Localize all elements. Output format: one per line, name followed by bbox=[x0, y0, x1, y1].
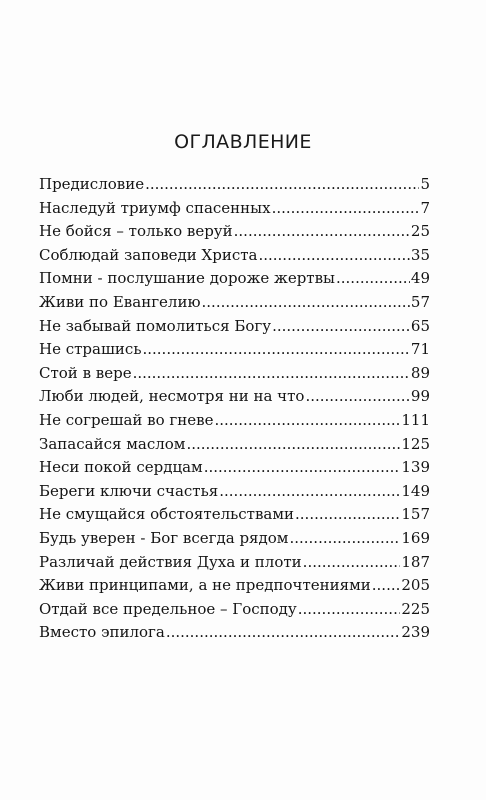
toc-entry bbox=[39, 551, 430, 575]
toc-entry bbox=[39, 220, 430, 244]
toc-entry-page: 239 bbox=[401, 623, 430, 642]
dot-leader bbox=[219, 480, 400, 504]
toc-entry-title: Не смущайся обстоятельствами bbox=[39, 505, 295, 524]
toc-entry bbox=[39, 244, 430, 268]
toc-entry-title: Предисловие bbox=[39, 175, 145, 193]
toc-entry-title: Не забывай помолиться Богу bbox=[39, 316, 272, 335]
toc-entry-page: 5 bbox=[420, 175, 430, 193]
dot-leader bbox=[272, 197, 420, 221]
dot-leader bbox=[133, 362, 410, 386]
toc-entry-title: Запасайся маслом bbox=[39, 434, 186, 453]
toc-entry-title: Вместо эпилога bbox=[39, 623, 165, 642]
toc-entry-page: 125 bbox=[401, 434, 430, 453]
toc-entry bbox=[39, 385, 430, 409]
toc-entry-page: 65 bbox=[410, 316, 430, 335]
toc-entry bbox=[39, 315, 430, 339]
toc-entry-page: 7 bbox=[420, 198, 430, 217]
dot-leader bbox=[202, 291, 410, 315]
toc-entry-page: 49 bbox=[410, 269, 430, 288]
table-of-contents bbox=[39, 173, 430, 645]
toc-entry bbox=[39, 433, 430, 457]
toc-entry-page: 25 bbox=[410, 222, 430, 241]
dot-leader bbox=[214, 409, 400, 433]
toc-entry-title: Неси покой сердцам bbox=[39, 458, 203, 477]
toc-entry-page: 57 bbox=[410, 292, 430, 311]
toc-entry bbox=[39, 173, 430, 197]
toc-entry-title: Различай действия Духа и плоти bbox=[39, 552, 302, 571]
toc-entry bbox=[39, 480, 430, 504]
toc-entry-page: 111 bbox=[401, 410, 430, 429]
dot-leader bbox=[272, 315, 410, 339]
dot-leader bbox=[372, 574, 401, 598]
dot-leader bbox=[336, 267, 410, 291]
toc-entry bbox=[39, 503, 430, 527]
toc-entry bbox=[39, 291, 430, 315]
toc-entry-title: Живи по Евангелию bbox=[39, 292, 201, 311]
dot-leader bbox=[295, 503, 400, 527]
toc-entry-page: 71 bbox=[410, 340, 430, 359]
toc-entry-title: Живи принципами, а не предпочтениями bbox=[39, 576, 371, 595]
toc-entry bbox=[39, 598, 430, 622]
toc-entry bbox=[39, 338, 430, 362]
toc-entry bbox=[39, 362, 430, 386]
toc-entry-page: 139 bbox=[401, 458, 430, 477]
toc-entry-title: Наследуй триумф спасенных bbox=[39, 198, 271, 217]
toc-entry-page: 187 bbox=[401, 552, 430, 571]
toc-entry-title: Люби людей, несмотря ни на что bbox=[39, 387, 305, 406]
toc-entry bbox=[39, 574, 430, 598]
toc-entry-page: 149 bbox=[401, 481, 430, 500]
toc-entry bbox=[39, 527, 430, 551]
toc-entry bbox=[39, 197, 430, 221]
dot-leader bbox=[166, 621, 401, 645]
dot-leader bbox=[186, 433, 400, 457]
toc-entry bbox=[39, 267, 430, 291]
toc-entry-title: Отдай все предельное – Господу bbox=[39, 599, 297, 618]
toc-entry-page: 205 bbox=[401, 576, 430, 595]
toc-entry bbox=[39, 621, 430, 645]
toc-entry-title: Не страшись bbox=[39, 340, 142, 359]
toc-entry-title: Соблюдай заповеди Христа bbox=[39, 245, 258, 264]
toc-entry-title: Не согрешай во гневе bbox=[39, 410, 214, 429]
dot-leader bbox=[234, 220, 410, 244]
dot-leader bbox=[204, 456, 401, 480]
toc-entry-title: Не бойся – только веруй bbox=[39, 222, 233, 241]
dot-leader bbox=[305, 385, 409, 409]
dot-leader bbox=[142, 338, 409, 362]
toc-entry-title: Помни - послушание дороже жертвы bbox=[39, 269, 335, 288]
toc-entry-page: 89 bbox=[410, 363, 430, 382]
dot-leader bbox=[145, 173, 419, 197]
toc-entry-page: 157 bbox=[401, 505, 430, 524]
toc-entry-page: 225 bbox=[401, 599, 430, 618]
toc-entry-page: 169 bbox=[401, 528, 430, 547]
page-title: ОГЛАВЛЕНИЕ bbox=[174, 131, 312, 153]
dot-leader bbox=[303, 551, 401, 575]
toc-entry-title: Будь уверен - Бог всегда рядом bbox=[39, 528, 289, 547]
dot-leader bbox=[298, 598, 401, 622]
toc-entry-page: 35 bbox=[410, 245, 430, 264]
toc-entry-title: Береги ключи счастья bbox=[39, 481, 219, 500]
toc-entry-page: 99 bbox=[410, 387, 430, 406]
dot-leader bbox=[258, 244, 409, 268]
toc-entry bbox=[39, 409, 430, 433]
toc-entry bbox=[39, 456, 430, 480]
dot-leader bbox=[289, 527, 400, 551]
toc-entry-title: Стой в вере bbox=[39, 363, 132, 382]
